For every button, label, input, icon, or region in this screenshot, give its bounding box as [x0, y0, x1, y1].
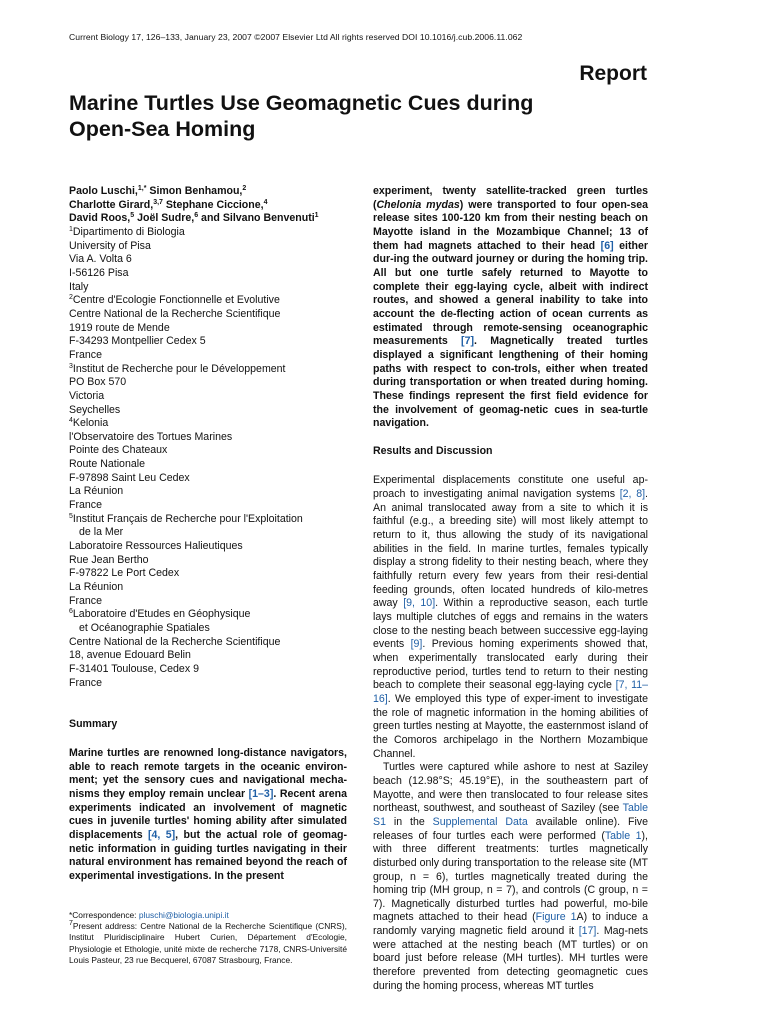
affiliation-line: Institut Français de Recherche pour l'Exploitation: [72, 512, 303, 525]
supplemental-data-link[interactable]: Supplemental Data: [432, 815, 528, 828]
affiliation-line: F-31401 Toulouse, Cedex 9: [69, 662, 199, 675]
affiliation-line: F-34293 Montpellier Cedex 5: [69, 335, 206, 348]
body-text: . An animal translocated away from a site to which it is faithful (e.g., a breeding site) will most likely attempt to return to it, thus allowing the study of its navigational abilities in the field. In marine turtles, females typically display a strong fidelity to their nesting beach, where they faithfully return every few years from their resi-dential feeding grounds, often located hundreds of kilo-metres away: [373, 488, 648, 610]
affiliation-line: Pointe des Chateaux: [69, 444, 168, 457]
body-text: Experimental displacements constitute one useful ap-proach to investigating animal navigation systems: [373, 474, 648, 501]
affiliation-marker: 4: [263, 198, 268, 206]
affiliation-5: [69, 513, 347, 609]
affiliation-marker: 3,7: [153, 198, 163, 206]
citation-link[interactable]: [7, 11–16]: [373, 679, 648, 705]
citation-link[interactable]: [7]: [461, 335, 474, 348]
citation-link[interactable]: [4, 5]: [148, 828, 176, 841]
affiliation-line: et Océanographie Spatiales: [79, 622, 210, 634]
affiliation-marker: 2: [242, 185, 247, 192]
footnote-marker: 7: [69, 920, 73, 928]
body-text: in the: [385, 815, 433, 828]
present-address-text: Present address: Centre National de la Recherche Scientifique (CNRS), Institut Pluridisciplinaire Hubert Curien, Département d'Ecologie, Physiologie et Ethologie, unité mixte de recherche 7178, CNRS-Université Louis Pasteur, 23 rue Becquerel, 67087 Strasbourg, France.: [69, 921, 347, 965]
affiliation-number: 3: [69, 362, 73, 370]
citation-link[interactable]: [6]: [600, 239, 614, 252]
supplement-table-link[interactable]: Table S1: [373, 802, 648, 828]
affiliation-line: F-97822 Le Port Cedex: [69, 567, 180, 580]
body-text: available online). Five releases of four turtles each were performed (: [373, 815, 648, 842]
species-name: Chelonia mydas: [376, 198, 460, 211]
body-text: . We employed this type of exper-iment to investigate the role of magnetic information in the homing abilities of green turtles nesting at Mayotte, the easternmost island of the Comoros archipelago in the Northern Mozambique Channel.: [373, 692, 648, 760]
summary-text: ment; yet the sensory cues and navigational mecha-nisms they employ remain unclear: [69, 774, 347, 800]
abstract-text: . Magnetically treated turtles displayed a significant lengthening of their homing paths with respect to con-trols, either when treated during transportation or when treated during homing. These findings represent the first field evidence for the involvement of geomag-netic cues in sea-turtle navigation.: [373, 335, 648, 430]
affiliation-line: Seychelles: [69, 403, 121, 416]
abstract-text: either dur-ing the outward journey or during the homing trip. All but one turtle safely returned to Mayotte to complete their egg-laying cycle, albeit with indirect routes, and showed a general inability to take into account the de-flecting action of ocean currents as estimated through remote-sensing oceanographic measurements: [373, 239, 649, 348]
body-text: . Mag-nets were attached at the nesting beach (MT turtles) or on board just before release (MH turtles). MH turtles were therefore prevented from detecting geomagnetic cues during the homing process, whereas MT turtles: [373, 925, 649, 992]
figure-link[interactable]: Figure 1: [535, 911, 577, 924]
body-text: Turtles were captured while ashore to nest at Saziley beach (12.98°S; 45.19°E), in the southeastern part of Mayotte, and were then translocated to four release sites northeast, southwest, and southeast of Saziley (see: [373, 761, 648, 815]
affiliation-line: Centre National de la Recherche Scientifique: [69, 307, 281, 320]
summary-paragraph: [69, 747, 347, 884]
present-address-note: [69, 921, 347, 966]
citation-link[interactable]: [9, 10]: [403, 597, 436, 610]
affiliation-line: F-97898 Saint Leu Cedex: [69, 471, 190, 484]
author-name: Joël Sudre,: [134, 212, 195, 225]
affiliation-3: [69, 363, 347, 418]
affiliation-4: [69, 417, 347, 513]
correspondence-label: *Correspondence:: [69, 910, 139, 920]
affiliation-number: 5: [69, 512, 73, 520]
footnotes: [69, 910, 347, 966]
results-heading: Results and Discussion: [373, 444, 493, 457]
affiliation-line: University of Pisa: [69, 239, 151, 252]
right-column: [373, 185, 648, 993]
affiliation-line: Institut de Recherche pour le Développement: [72, 362, 286, 375]
author-name: Simon Benhamou,: [146, 185, 243, 197]
affiliation-number: 6: [69, 608, 73, 616]
affiliation-line: Route Nationale: [69, 458, 145, 471]
abstract-text: experiment, twenty satellite-tracked green turtles (: [373, 185, 648, 211]
citation-link[interactable]: [17]: [578, 925, 597, 938]
affiliation-2: [69, 294, 347, 362]
author-list: [69, 185, 347, 226]
article-type-label: Report: [579, 62, 647, 85]
citation-link[interactable]: [2, 8]: [619, 488, 646, 501]
author-name: David Roos,: [69, 212, 131, 225]
affiliation-line: France: [69, 594, 102, 607]
journal-citation: Current Biology 17, 126–133, January 23, 2007 ©2007 Elsevier Ltd All rights reserved DOI 10.1016/j.cub.2006.11.062: [69, 32, 523, 42]
affiliation-line: France: [69, 499, 102, 512]
correspondence-email-link[interactable]: pluschi@biologia.unipi.it: [138, 910, 229, 920]
affiliation-line: Rue Jean Bertho: [69, 553, 149, 566]
affiliation-6: [69, 608, 347, 690]
summary-text: . Recent arena experiments indicated an involvement of magnetic cues in juvenile turtles' homing ability after simulated displacements: [69, 787, 347, 841]
affiliation-line: La Réunion: [69, 581, 124, 594]
body-text: A) to induce a randomly varying magnetic field around it: [373, 911, 648, 938]
author-name: Charlotte Girard,: [69, 198, 154, 211]
affiliation-marker: 5: [130, 212, 135, 220]
affiliation-line: l'Observatoire des Tortues Marines: [69, 430, 233, 443]
author-name: Stephane Ciccione,: [162, 198, 264, 211]
affiliation-line: Centre d'Ecologie Fonctionnelle et Evolutive: [72, 294, 280, 307]
summary-heading: Summary: [69, 718, 118, 731]
body-text: . Within a reproductive season, each turtle lays multiple clutches of eggs and remains in the waters close to the nesting beach between successive egg-laying events: [373, 597, 648, 651]
affiliation-marker: 6: [194, 212, 199, 220]
affiliation-line: La Réunion: [69, 485, 124, 498]
correspondence-note: [69, 910, 347, 921]
affiliation-line: Victoria: [69, 389, 105, 402]
affiliation-number: 2: [69, 294, 73, 302]
summary-text: , but the actual role of geomag-netic information in guiding turtles navigating in their natural environment has remained beyond the reach of experimental investigations. In the present: [69, 828, 347, 882]
affiliation-line: Via A. Volta 6: [69, 253, 132, 266]
abstract-continuation: [373, 185, 648, 431]
citation-link[interactable]: [1–3]: [248, 787, 274, 800]
author-name: Paolo Luschi,: [69, 185, 138, 197]
affiliation-1: [69, 226, 347, 294]
results-paragraph-1: [373, 474, 648, 761]
affiliation-line: I-56126 Pisa: [69, 266, 129, 279]
affiliation-marker: 1: [314, 212, 319, 220]
left-column: [69, 185, 347, 884]
affiliation-marker: 1,*: [137, 185, 147, 192]
article-title: Marine Turtles Use Geomagnetic Cues during Open-Sea Homing: [69, 91, 534, 141]
affiliation-line: Italy: [69, 280, 89, 293]
summary-text: Marine turtles are renowned long-distance navigators, able to reach remote targets in the oceanic environ-: [69, 746, 347, 773]
abstract-text: ) were transported to four open-sea release sites 100-120 km from their nesting beach on Mayotte island in the Mozambique Channel; 13 of them had magnets attached to their head: [373, 198, 648, 252]
affiliation-line: Kelonia: [72, 417, 109, 430]
citation-link[interactable]: [9]: [410, 638, 423, 651]
body-text: . Previous homing experiments showed that, when experimentally translocated early during their reproductive period, turtles tend to return to their nesting beach to complete their seasonal egg-laying cycle: [373, 638, 649, 692]
affiliation-line: France: [69, 676, 102, 689]
affiliation-list: [69, 226, 347, 690]
author-name: and Silvano Benvenuti: [198, 212, 315, 225]
affiliation-line: de la Mer: [79, 526, 124, 539]
affiliation-line: PO Box 570: [69, 376, 127, 389]
affiliation-line: Dipartimento di Biologia: [72, 225, 185, 238]
affiliation-line: France: [69, 348, 102, 361]
body-text: ), with three different treatments: turtles magnetically disturbed only during transportation to the release site (MT group, n = 6), turtles magnetically treated during the homing trip (MH group, n = 7), and controls (C group, n = 7). Magnetically disturbed turtles had powerful, mo-bile magnets attached to their head (: [373, 829, 648, 924]
affiliation-line: 18, avenue Edouard Belin: [69, 649, 191, 662]
results-paragraph-2: [373, 761, 648, 993]
table-link[interactable]: Table 1: [604, 829, 642, 842]
affiliation-number: 4: [69, 417, 73, 425]
affiliation-line: Laboratoire Ressources Halieutiques: [69, 540, 243, 553]
affiliation-number: 1: [69, 225, 73, 233]
affiliation-line: Laboratoire d'Etudes en Géophysique: [72, 608, 251, 621]
affiliation-line: Centre National de la Recherche Scientifique: [69, 635, 281, 648]
affiliation-line: 1919 route de Mende: [69, 321, 170, 334]
